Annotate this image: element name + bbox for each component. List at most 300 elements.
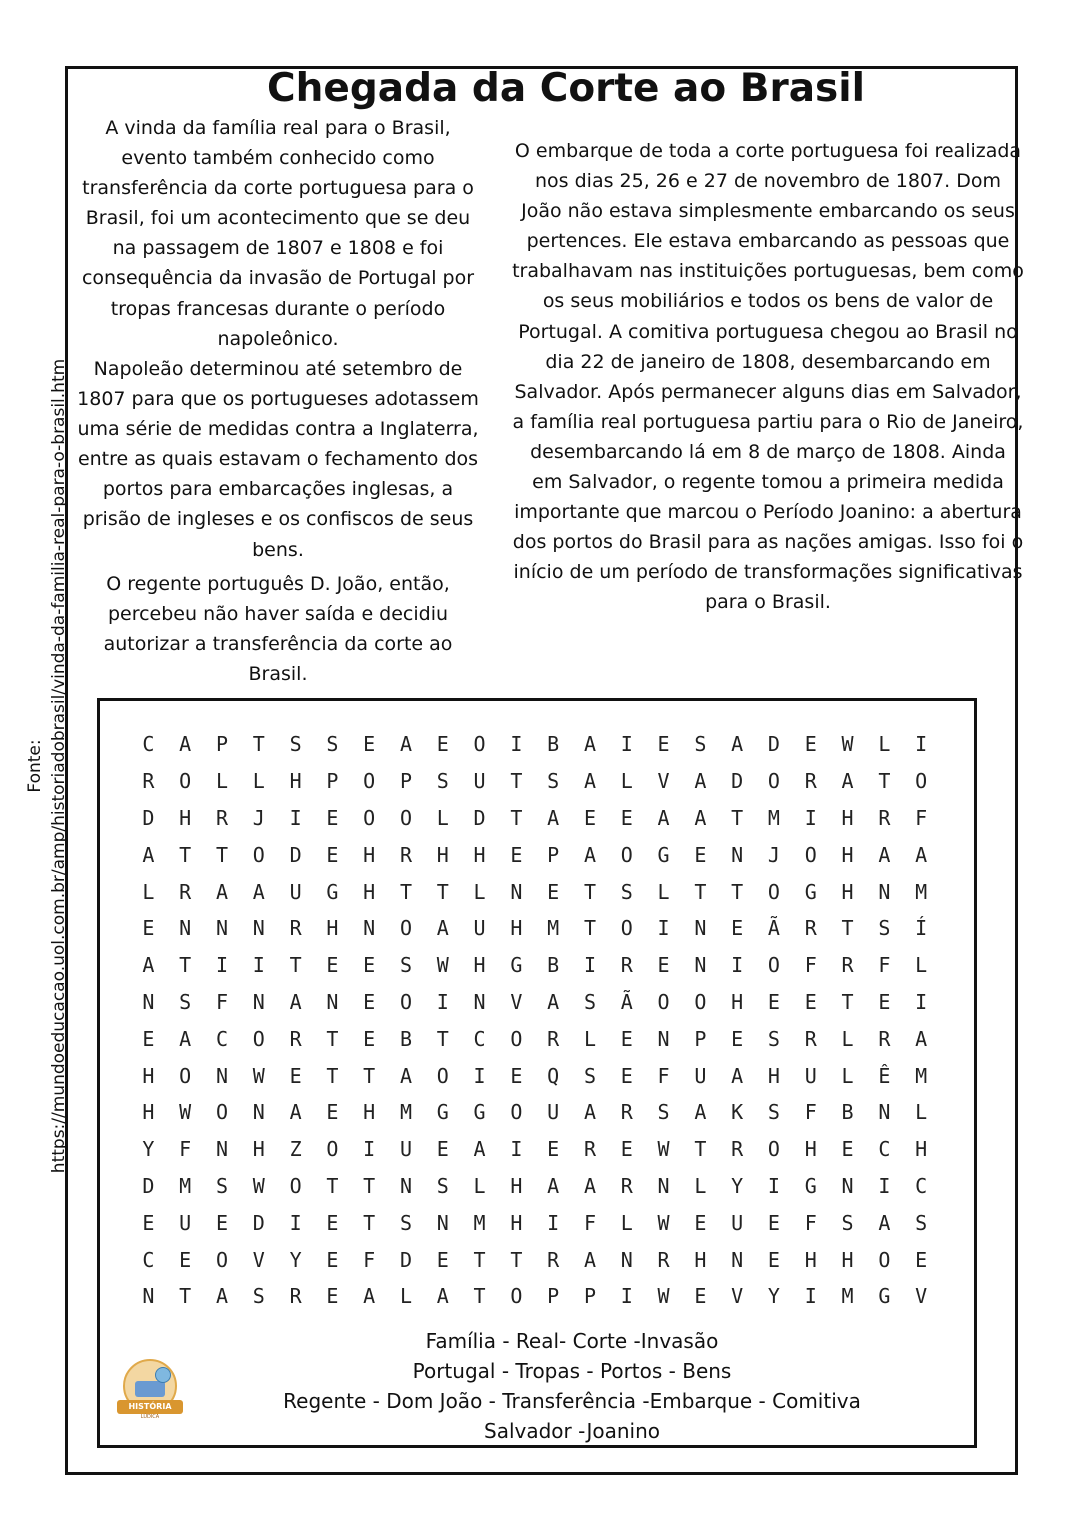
grid-cell: W — [436, 953, 449, 978]
grid-cell: A — [841, 769, 854, 794]
grid-cell: B — [547, 953, 560, 978]
grid-cell: T — [289, 953, 302, 978]
grid-cell: E — [326, 1100, 339, 1125]
grid-cell: T — [583, 916, 596, 941]
grid-cell: D — [142, 805, 155, 830]
grid-cell: N — [363, 916, 376, 941]
grid-cell: M — [547, 916, 560, 941]
grid-cell: E — [142, 1026, 155, 1051]
grid-cell: L — [436, 805, 449, 830]
grid-cell: R — [289, 916, 302, 941]
grid-cell: H — [363, 842, 376, 867]
grid-cell: W — [252, 1173, 265, 1198]
grid-cell: E — [363, 1026, 376, 1051]
grid-cell: N — [142, 1284, 155, 1309]
grid-cell: R — [583, 1137, 596, 1162]
grid-cell: A — [142, 842, 155, 867]
grid-cell: Ã — [767, 916, 780, 941]
grid-cell: Z — [289, 1137, 302, 1162]
grid-cell: U — [694, 1063, 707, 1088]
grid-cell: N — [657, 1026, 670, 1051]
grid-cell: R — [399, 842, 412, 867]
grid-cell: H — [326, 916, 339, 941]
grid-cell: N — [179, 916, 192, 941]
grid-cell: K — [731, 1100, 744, 1125]
grid-cell: T — [510, 805, 523, 830]
grid-cell: T — [694, 1137, 707, 1162]
grid-cell: A — [215, 1284, 229, 1309]
grid-cell: O — [399, 989, 412, 1014]
grid-cell: U — [731, 1210, 744, 1235]
grid-cell: F — [878, 953, 891, 978]
grid-cell: O — [620, 842, 633, 867]
grid-cell: E — [363, 989, 376, 1014]
grid-cell: A — [731, 732, 744, 757]
grid-cell: O — [510, 1026, 523, 1051]
grid-cell: I — [583, 953, 596, 978]
grid-cell: I — [289, 805, 302, 830]
grid-cell: A — [583, 1247, 596, 1272]
grid-cell: F — [179, 1137, 192, 1162]
grid-cell: H — [731, 989, 744, 1014]
grid-cell: R — [289, 1026, 302, 1051]
grid-cell: I — [657, 916, 670, 941]
grid-cell: T — [363, 1063, 376, 1088]
grid-cell: D — [289, 842, 302, 867]
grid-cell: A — [694, 1100, 707, 1125]
grid-cell: C — [915, 1173, 928, 1198]
grid-cell: S — [179, 989, 192, 1014]
grid-cell: O — [915, 769, 928, 794]
grid-cell: T — [179, 842, 192, 867]
grid-cell: Y — [289, 1247, 302, 1272]
grid-cell: E — [142, 916, 155, 941]
grid-cell: N — [620, 1247, 633, 1272]
grid-cell: E — [142, 1210, 155, 1235]
source-url: https://mundoeducacao.uol.com.br/amp/historiadobrasil/vinda-da-familia-real-para-o-brasil.htm — [49, 358, 69, 1174]
grid-cell: L — [841, 1026, 854, 1051]
grid-cell: H — [804, 1247, 817, 1272]
grid-cell: V — [252, 1247, 265, 1272]
grid-cell: A — [694, 805, 707, 830]
grid-cell: I — [510, 732, 523, 757]
grid-cell: E — [620, 1026, 633, 1051]
grid-cell: P — [547, 842, 560, 867]
grid-cell: L — [215, 769, 229, 794]
grid-cell: S — [289, 732, 302, 757]
grid-cell: A — [878, 1210, 891, 1235]
grid-cell: T — [326, 1063, 339, 1088]
word-list-line: Família - Real- Corte -Invasão — [425, 1329, 719, 1353]
grid-cell: B — [399, 1026, 412, 1051]
grid-cell: S — [694, 732, 707, 757]
grid-cell: M — [915, 879, 928, 904]
grid-cell: C — [215, 1026, 229, 1051]
grid-cell: A — [878, 842, 891, 867]
grid-cell: N — [510, 879, 523, 904]
grid-cell: S — [915, 1210, 928, 1235]
grid-cell: N — [215, 1063, 229, 1088]
grid-cell: V — [915, 1284, 928, 1309]
grid-cell: R — [547, 1247, 560, 1272]
grid-cell: A — [547, 805, 560, 830]
grid-cell: S — [878, 916, 891, 941]
grid-cell: S — [399, 953, 412, 978]
grid-cell: M — [399, 1100, 412, 1125]
logo-text: HISTÓRIA — [128, 1402, 172, 1411]
grid-cell: B — [547, 732, 560, 757]
grid-cell: T — [510, 1247, 523, 1272]
grid-cell: N — [878, 1100, 891, 1125]
grid-cell: U — [804, 1063, 817, 1088]
grid-cell: U — [289, 879, 302, 904]
grid-cell: N — [326, 989, 339, 1014]
grid-cell: M — [915, 1063, 928, 1088]
grid-cell: R — [878, 1026, 891, 1051]
grid-cell: U — [473, 916, 486, 941]
grid-cell: S — [767, 1026, 780, 1051]
grid-cell: N — [731, 1247, 744, 1272]
grid-cell: E — [620, 1063, 633, 1088]
grid-cell: R — [289, 1284, 302, 1309]
historia-ludica-logo — [117, 1357, 183, 1423]
grid-cell: Ê — [878, 1063, 891, 1088]
grid-cell: N — [252, 1100, 265, 1125]
grid-cell: E — [510, 842, 523, 867]
grid-cell: A — [215, 879, 229, 904]
grid-cell: T — [841, 916, 854, 941]
grid-cell: G — [510, 953, 523, 978]
grid-cell: G — [804, 1173, 817, 1198]
grid-cell: R — [620, 1100, 633, 1125]
grid-cell: O — [179, 769, 192, 794]
grid-cell: E — [767, 1247, 780, 1272]
word-list-line: Regente - Dom João - Transferência -Embarque - Comitiva — [283, 1389, 861, 1413]
grid-cell: E — [694, 1284, 707, 1309]
grid-cell: T — [363, 1210, 376, 1235]
grid-cell: D — [731, 769, 744, 794]
grid-cell: I — [252, 953, 265, 978]
grid-cell: U — [399, 1137, 412, 1162]
grid-cell: S — [583, 1063, 596, 1088]
grid-cell: I — [289, 1210, 302, 1235]
grid-cell: C — [878, 1137, 891, 1162]
grid-cell: A — [289, 989, 302, 1014]
grid-cell: N — [142, 989, 155, 1014]
grid-cell: I — [804, 805, 817, 830]
grid-cell: M — [473, 1210, 486, 1235]
grid-cell: O — [694, 989, 707, 1014]
grid-cell: L — [473, 1173, 486, 1198]
grid-cell: W — [179, 1100, 192, 1125]
grid-cell: O — [215, 1247, 229, 1272]
grid-cell: T — [436, 1026, 449, 1051]
grid-cell: H — [473, 953, 486, 978]
grid-cell: S — [767, 1100, 780, 1125]
grid-cell: T — [473, 1247, 486, 1272]
grid-cell: R — [804, 1026, 817, 1051]
grid-cell: T — [731, 805, 744, 830]
grid-cell: H — [694, 1247, 707, 1272]
grid-cell: A — [657, 805, 670, 830]
grid-cell: T — [731, 879, 744, 904]
grid-cell: L — [657, 879, 670, 904]
grid-cell: N — [473, 989, 486, 1014]
grid-cell: A — [583, 732, 596, 757]
grid-cell: A — [179, 732, 192, 757]
grid-cell: S — [620, 879, 633, 904]
grid-cell: A — [915, 1026, 928, 1051]
grid-cell: R — [804, 769, 817, 794]
grid-cell: O — [473, 732, 486, 757]
grid-cell: E — [326, 953, 339, 978]
grid-cell: I — [620, 1284, 633, 1309]
grid-cell: E — [694, 1210, 707, 1235]
grid-cell: R — [841, 953, 854, 978]
grid-cell: H — [252, 1137, 265, 1162]
grid-cell: O — [399, 805, 412, 830]
grid-cell: E — [326, 1284, 339, 1309]
grid-cell: L — [841, 1063, 854, 1088]
grid-cell: N — [215, 916, 229, 941]
grid-cell: A — [583, 1173, 596, 1198]
grid-cell: E — [841, 1137, 854, 1162]
grid-cell: W — [657, 1210, 670, 1235]
grid-cell: L — [583, 1026, 596, 1051]
grid-cell: R — [731, 1137, 744, 1162]
grid-cell: O — [326, 1137, 339, 1162]
grid-cell: T — [326, 1026, 339, 1051]
grid-cell: I — [731, 953, 744, 978]
grid-cell: L — [252, 769, 265, 794]
grid-cell: T — [841, 989, 854, 1014]
grid-cell: V — [510, 989, 523, 1014]
grid-cell: A — [179, 1026, 192, 1051]
grid-cell: R — [179, 879, 192, 904]
grid-cell: E — [436, 1247, 449, 1272]
grid-cell: N — [252, 989, 265, 1014]
grid-cell: H — [841, 1247, 854, 1272]
grid-cell: O — [510, 1100, 523, 1125]
word-list — [100, 1326, 1044, 1446]
grid-cell: P — [215, 732, 229, 757]
grid-cell: I — [215, 953, 229, 978]
grid-cell: P — [326, 769, 339, 794]
grid-cell: O — [878, 1247, 891, 1272]
grid-cell: E — [620, 1137, 633, 1162]
grid-cell: A — [583, 1100, 596, 1125]
grid-cell: B — [841, 1100, 854, 1125]
grid-cell: T — [583, 879, 596, 904]
grid-cell: I — [436, 989, 449, 1014]
grid-cell: E — [694, 842, 707, 867]
grid-cell: M — [179, 1173, 192, 1198]
grid-cell: E — [436, 1137, 449, 1162]
grid-cell: O — [289, 1173, 302, 1198]
grid-cell: G — [878, 1284, 891, 1309]
grid-cell: E — [326, 805, 339, 830]
grid-cell: L — [399, 1284, 412, 1309]
paragraph-left-1: A vinda da família real para o Brasil, evento também conhecido como transferência da corte portuguesa para o Brasil, foi um acontecimento que se deu na passagem de 1807 e 1808 e foi consequência da invasão de Portugal por tropas francesas durante o período napoleônico. — [81, 117, 475, 350]
grid-cell: G — [804, 879, 817, 904]
grid-cell: A — [436, 1284, 449, 1309]
grid-cell: F — [804, 1210, 817, 1235]
grid-cell: R — [804, 916, 817, 941]
grid-cell: O — [767, 1137, 780, 1162]
grid-cell: H — [142, 1100, 155, 1125]
grid-cell: S — [436, 769, 449, 794]
grid-cell: E — [767, 1210, 780, 1235]
grid-cell: F — [915, 805, 928, 830]
grid-cell: P — [399, 769, 412, 794]
grid-cell: E — [657, 953, 670, 978]
grid-cell: I — [363, 1137, 376, 1162]
grid-cell: R — [620, 1173, 633, 1198]
grid-cell: E — [657, 732, 670, 757]
grid-cell: L — [620, 1210, 633, 1235]
grid-cell: U — [179, 1210, 192, 1235]
grid-cell: L — [142, 879, 155, 904]
grid-cell: E — [547, 1137, 560, 1162]
grid-cell: O — [179, 1063, 192, 1088]
grid-cell: Ã — [620, 989, 633, 1014]
grid-cell: T — [399, 879, 412, 904]
grid-cell: Q — [547, 1063, 560, 1088]
grid-cell: H — [179, 805, 192, 830]
grid-cell: S — [326, 732, 339, 757]
grid-cell: H — [841, 842, 854, 867]
grid-cell: O — [767, 953, 780, 978]
grid-cell: W — [657, 1284, 670, 1309]
grid-cell: E — [915, 1247, 928, 1272]
grid-cell: T — [179, 1284, 192, 1309]
grid-cell: E — [326, 1210, 339, 1235]
grid-cell: M — [841, 1284, 854, 1309]
grid-cell: I — [878, 1173, 891, 1198]
grid-cell: E — [289, 1063, 302, 1088]
grid-cell: M — [767, 805, 780, 830]
grid-cell: P — [547, 1284, 560, 1309]
grid-cell: E — [510, 1063, 523, 1088]
grid-cell: E — [363, 732, 376, 757]
grid-cell: I — [767, 1173, 780, 1198]
grid-cell: T — [215, 842, 229, 867]
grid-cell: C — [473, 1026, 486, 1051]
grid-cell: E — [583, 805, 596, 830]
grid-cell: A — [252, 879, 265, 904]
grid-cell: H — [363, 1100, 376, 1125]
grid-cell: J — [252, 805, 265, 830]
grid-cell: R — [142, 769, 155, 794]
grid-cell: E — [804, 989, 817, 1014]
grid-cell: S — [399, 1210, 412, 1235]
grid-cell: A — [547, 1173, 560, 1198]
grid-cell: S — [252, 1284, 265, 1309]
grid-cell: S — [547, 769, 560, 794]
grid-cell: O — [510, 1284, 523, 1309]
grid-cell: L — [473, 879, 486, 904]
grid-cell: N — [694, 953, 707, 978]
page-title: Chegada da Corte ao Brasil — [267, 66, 865, 111]
grid-cell: E — [804, 732, 817, 757]
grid-cell: L — [694, 1173, 707, 1198]
grid-cell: N — [657, 1173, 670, 1198]
grid-cell: N — [399, 1173, 412, 1198]
grid-cell: T — [252, 732, 265, 757]
grid-cell: A — [583, 842, 596, 867]
grid-cell: H — [841, 879, 854, 904]
grid-cell: U — [547, 1100, 560, 1125]
grid-cell: A — [547, 989, 560, 1014]
grid-cell: A — [731, 1063, 744, 1088]
grid-cell: T — [694, 879, 707, 904]
grid-cell: I — [915, 989, 928, 1014]
grid-cell: E — [878, 989, 891, 1014]
grid-cell: A — [363, 1284, 376, 1309]
grid-cell: H — [289, 769, 302, 794]
grid-cell: E — [326, 1247, 339, 1272]
grid-cell: S — [841, 1210, 854, 1235]
grid-cell: E — [620, 805, 633, 830]
grid-cell: A — [583, 769, 596, 794]
grid-cell: L — [620, 769, 633, 794]
grid-cell: A — [289, 1100, 302, 1125]
grid-cell: L — [915, 953, 928, 978]
grid-cell: E — [179, 1247, 192, 1272]
grid-cell: I — [915, 732, 928, 757]
grid-cell: T — [473, 1284, 486, 1309]
logo-subtext: LÚDICA — [140, 1414, 160, 1420]
grid-cell: O — [767, 769, 780, 794]
grid-cell: W — [841, 732, 854, 757]
grid-cell: G — [436, 1100, 449, 1125]
paragraph-left-3: O regente português D. João, então, percebeu não haver saída e decidiu autorizar a transferência da corte ao Brasil. — [103, 573, 453, 686]
grid-cell: T — [878, 769, 891, 794]
grid-cell: N — [841, 1173, 854, 1198]
grid-cell: E — [363, 953, 376, 978]
grid-cell: W — [657, 1137, 670, 1162]
grid-cell: L — [878, 732, 891, 757]
grid-cell: V — [731, 1284, 744, 1309]
grid-cell: O — [363, 769, 376, 794]
grid-cell: D — [142, 1173, 155, 1198]
grid-cell: E — [767, 989, 780, 1014]
grid-cell: T — [326, 1173, 339, 1198]
globe-icon — [155, 1367, 171, 1383]
grid-cell: N — [436, 1210, 449, 1235]
grid-cell: F — [363, 1247, 376, 1272]
grid-cell: T — [436, 879, 449, 904]
grid-cell: R — [657, 1247, 670, 1272]
grid-cell: H — [510, 1173, 523, 1198]
grid-cell: S — [436, 1173, 449, 1198]
grid-cell: H — [510, 1210, 523, 1235]
grid-cell: N — [878, 879, 891, 904]
grid-cell: H — [142, 1063, 155, 1088]
grid-cell: I — [620, 732, 633, 757]
grid-cell: E — [436, 732, 449, 757]
grid-cell: H — [436, 842, 449, 867]
paragraph-right: O embarque de toda a corte portuguesa foi realizada nos dias 25, 26 e 27 de novembro de 1807. Dom João não estava simplesmente embarcando os seus pertences. Ele estava embarcando as pessoas que trabalhavam nas instituições portuguesas, bem como os seus mobiliários e todos os bens de valor de Portugal. A comitiva portuguesa chegou ao Brasil no dia 22 de janeiro de 1808, desembarcando em Salvador. Após permanecer alguns dias em Salvador, a família real portuguesa partiu para o Rio de Janeiro, desembarcando lá em 8 de março de 1808. Ainda em Salvador, o regente tomou a primeira medida importante que marcou o Período Joanino: a abertura dos portos do Brasil para as nações amigas. Isso foi o início de um período de transformações significativas para o Brasil. — [512, 140, 1024, 614]
grid-cell: G — [473, 1100, 486, 1125]
word-list-line: Salvador -Joanino — [484, 1419, 660, 1443]
grid-cell: I — [473, 1063, 486, 1088]
grid-cell: F — [804, 953, 817, 978]
grid-cell: A — [694, 769, 707, 794]
grid-cell: E — [215, 1210, 229, 1235]
grid-cell: T — [179, 953, 192, 978]
grid-cell: J — [767, 842, 780, 867]
